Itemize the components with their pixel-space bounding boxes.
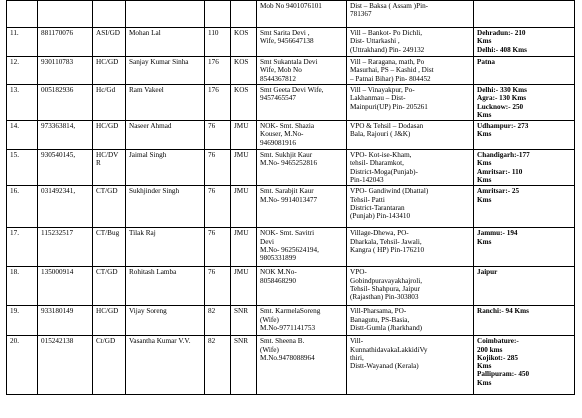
table-row bbox=[7, 28, 575, 57]
address-line: Kangra ( HP) Pin-176210 bbox=[350, 245, 425, 254]
table-row bbox=[7, 306, 575, 336]
address-line: Vill – Vinayakpur, Po- bbox=[350, 86, 415, 94]
address-line: Tehsil- Patti bbox=[350, 195, 385, 204]
distance-line: Agra:- 130 Kms bbox=[477, 94, 527, 103]
nok-contact-line: M.No-9771141753 bbox=[260, 323, 316, 332]
address-line: tehsil- Dharamkot, bbox=[350, 159, 404, 168]
address-cell bbox=[347, 57, 474, 85]
address-line: Vill- bbox=[350, 337, 364, 346]
nok-contact-line: Mob No 9401076101 bbox=[260, 2, 322, 10]
distance-line: Kms bbox=[477, 237, 492, 246]
address-line: VPO- Kot-ise-Kham, bbox=[350, 151, 412, 160]
distance-line: Amritsar:- 25 bbox=[477, 187, 520, 196]
rank-cell: CT/GD bbox=[93, 186, 126, 228]
address-line: (Uttrakhand) Pin- 249132 bbox=[350, 45, 425, 54]
distance-line: Dehradun:- 210 bbox=[477, 29, 526, 37]
distance-line: Jammu:- 194 bbox=[477, 229, 518, 238]
unit-cell: 76 bbox=[205, 267, 231, 306]
distance-line: Kms bbox=[477, 130, 492, 139]
table-row bbox=[7, 267, 575, 306]
mobile-number-cell: 015242138 bbox=[38, 336, 93, 395]
nok-contact-cell bbox=[257, 1, 347, 28]
nok-contact-cell bbox=[257, 186, 347, 228]
unit-cell: 76 bbox=[205, 150, 231, 186]
station-cell: JMU bbox=[231, 121, 257, 150]
rank-cell: CT/Bug bbox=[93, 228, 126, 267]
distance-line: Kms bbox=[477, 159, 492, 168]
nok-contact-line: Smt. Sarabjit Kaur bbox=[260, 187, 314, 196]
nok-contact-line: Wife, 9456647138 bbox=[260, 37, 314, 46]
serial-number-cell: 16. bbox=[7, 186, 38, 228]
nok-contact-line: Smt Sarita Devi , bbox=[260, 29, 310, 37]
nok-contact-line: Smt. Sukhjit Kaur bbox=[260, 151, 313, 160]
nok-contact-cell bbox=[257, 121, 347, 150]
distance-line: Patna bbox=[477, 58, 495, 66]
nok-contact-line: Wife, Mob No bbox=[260, 66, 302, 75]
nok-contact-line: Smt Geeta Devi Wife, bbox=[260, 86, 324, 94]
mobile-number-cell: 135000914 bbox=[38, 267, 93, 306]
name-cell: Sukhjinder Singh bbox=[126, 186, 205, 228]
address-line: Vill – Raragana, math, Po bbox=[350, 58, 425, 66]
address-line: Bala, Rajouri ( J&K) bbox=[350, 130, 411, 139]
nok-contact-line: (Wife) bbox=[260, 345, 279, 354]
name-cell: Tilak Raj bbox=[126, 228, 205, 267]
distance-cell bbox=[474, 57, 575, 85]
name-cell: Naseer Ahmad bbox=[126, 121, 205, 150]
distance-cell bbox=[474, 28, 575, 57]
name-cell: Vijay Soreng bbox=[126, 306, 205, 336]
nok-contact-line: NOK- Smt. Shazia bbox=[260, 122, 315, 131]
serial-number-cell: 11. bbox=[7, 28, 38, 57]
distance-line: Chandigarh:-177 bbox=[477, 151, 530, 160]
table-row bbox=[7, 57, 575, 85]
mobile-number-cell: 973363814, bbox=[38, 121, 93, 150]
distance-line: Kojikot:- 285 bbox=[477, 353, 518, 362]
unit-cell: 176 bbox=[205, 57, 231, 85]
address-cell bbox=[347, 267, 474, 306]
distance-line: Kms bbox=[477, 195, 492, 204]
nok-contact-line: 9457465547 bbox=[260, 94, 296, 103]
station-cell: SNR bbox=[231, 306, 257, 336]
table-row bbox=[7, 121, 575, 150]
station-cell: JMU bbox=[231, 186, 257, 228]
serial-number-cell: 19. bbox=[7, 306, 38, 336]
address-cell bbox=[347, 121, 474, 150]
serial-number-cell: 13. bbox=[7, 85, 38, 121]
mobile-number-cell: 930110783 bbox=[38, 57, 93, 85]
distance-cell bbox=[474, 121, 575, 150]
address-line: (Punjab) Pin-143410 bbox=[350, 212, 411, 221]
rank-cell: Hc/Gd bbox=[93, 85, 126, 121]
distance-line: Coimbature:- bbox=[477, 337, 519, 346]
mobile-number-cell: 930540145, bbox=[38, 150, 93, 186]
unit-cell: 176 bbox=[205, 85, 231, 121]
table-row bbox=[7, 336, 575, 395]
rank-cell bbox=[93, 1, 126, 28]
nok-contact-line: M.No- 9465252816 bbox=[260, 159, 318, 168]
name-cell: Vasantha Kumar V.V. bbox=[126, 336, 205, 395]
address-cell bbox=[347, 306, 474, 336]
address-line: Dharkala, Tehsil- Jawali, bbox=[350, 237, 422, 246]
distance-line: Kms bbox=[477, 37, 492, 46]
distance-cell bbox=[474, 1, 575, 28]
name-cell: Ram Vakeel bbox=[126, 85, 205, 121]
address-cell bbox=[347, 28, 474, 57]
serial-number-cell bbox=[7, 1, 38, 28]
distance-line: Ranchi:- 94 Kms bbox=[477, 307, 529, 316]
nok-contact-line: M.No- 9625624194, bbox=[260, 245, 319, 254]
station-cell: KOS bbox=[231, 57, 257, 85]
unit-cell: 110 bbox=[205, 28, 231, 57]
distance-line: Jaipur bbox=[477, 268, 498, 277]
nok-contact-line: 9805331899 bbox=[260, 254, 296, 263]
nok-contact-line: M.No- 9914013477 bbox=[260, 195, 318, 204]
station-cell: JMU bbox=[231, 228, 257, 267]
unit-cell: 76 bbox=[205, 228, 231, 267]
address-cell bbox=[347, 150, 474, 186]
station-cell: KOS bbox=[231, 28, 257, 57]
rank-cell: HC/GD bbox=[93, 57, 126, 85]
address-line: Vill-Pharsama, PO- bbox=[350, 307, 407, 316]
table-row bbox=[7, 150, 575, 186]
unit-cell: 76 bbox=[205, 121, 231, 150]
name-cell bbox=[126, 1, 205, 28]
address-cell bbox=[347, 336, 474, 395]
address-line: Dist- Uttarkashi , bbox=[350, 37, 400, 46]
station-cell: JMU bbox=[231, 150, 257, 186]
nok-contact-cell bbox=[257, 228, 347, 267]
distance-line: Udhampur:- 273 bbox=[477, 122, 529, 131]
address-cell bbox=[347, 228, 474, 267]
unit-cell bbox=[205, 1, 231, 28]
address-line: Gobindpuravayakhajroli, bbox=[350, 276, 423, 285]
distance-line: Pallipuram:- 450 bbox=[477, 370, 530, 379]
distance-line: 200 kms bbox=[477, 345, 503, 354]
mobile-number-cell bbox=[38, 1, 93, 28]
mobile-number-cell: 933180149 bbox=[38, 306, 93, 336]
distance-line: Delhi:- 408 Kms bbox=[477, 45, 527, 54]
address-line: Dist – Baksa ( Assam )Pin- bbox=[350, 2, 429, 10]
address-line: thiri, bbox=[350, 353, 364, 362]
address-line: Vill – Bankot- Po Dichli, bbox=[350, 29, 423, 37]
station-cell bbox=[231, 1, 257, 28]
address-line: Distt-Gumla (Jharkhand) bbox=[350, 323, 423, 332]
station-cell: KOS bbox=[231, 85, 257, 121]
table-row bbox=[7, 1, 575, 28]
personnel-table bbox=[6, 0, 575, 395]
station-cell: JMU bbox=[231, 267, 257, 306]
station-cell: SNR bbox=[231, 336, 257, 395]
distance-line: Delhi:- 330 Kms bbox=[477, 86, 527, 94]
unit-cell: 82 bbox=[205, 306, 231, 336]
mobile-number-cell: 115232517 bbox=[38, 228, 93, 267]
address-line: 781367 bbox=[350, 10, 372, 19]
address-cell bbox=[347, 186, 474, 228]
distance-cell bbox=[474, 85, 575, 121]
nok-contact-line: NOK M.No- bbox=[260, 268, 297, 277]
serial-number-cell: 18. bbox=[7, 267, 38, 306]
address-cell bbox=[347, 85, 474, 121]
table-body bbox=[7, 1, 575, 395]
serial-number-cell: 14. bbox=[7, 121, 38, 150]
mobile-number-cell: 881170076 bbox=[38, 28, 93, 57]
address-line: District-Moga(Punjab)- bbox=[350, 167, 418, 176]
rank-cell: HC/GD bbox=[93, 121, 126, 150]
mobile-number-cell: 005182936 bbox=[38, 85, 93, 121]
mobile-number-cell: 031492341, bbox=[38, 186, 93, 228]
address-line: Lakhanmau – Dist- bbox=[350, 94, 406, 103]
nok-contact-line: Smt. Sheena B. bbox=[260, 337, 305, 346]
distance-cell bbox=[474, 228, 575, 267]
nok-contact-line: NOK- Smt. Savitri bbox=[260, 229, 315, 238]
rank-cell: ASI/GD bbox=[93, 28, 126, 57]
nok-contact-line: (Wife) bbox=[260, 315, 279, 324]
distance-cell bbox=[474, 336, 575, 395]
distance-line: Kms bbox=[477, 378, 492, 387]
nok-contact-line: Kouser, M.No- bbox=[260, 130, 304, 139]
distance-line: Kms bbox=[477, 362, 492, 371]
nok-contact-cell bbox=[257, 150, 347, 186]
serial-number-cell: 15. bbox=[7, 150, 38, 186]
nok-contact-line: 9469081916 bbox=[260, 138, 296, 147]
nok-contact-line: 8544367812 bbox=[260, 74, 296, 83]
name-cell: Mohan Lal bbox=[126, 28, 205, 57]
nok-contact-line: Smt. KarmelaSoreng bbox=[260, 307, 321, 316]
distance-cell bbox=[474, 267, 575, 306]
nok-contact-line: 8058468290 bbox=[260, 276, 296, 285]
address-line: VPO- bbox=[350, 268, 367, 277]
name-cell: Jaimal Singh bbox=[126, 150, 205, 186]
table-row bbox=[7, 186, 575, 228]
nok-contact-cell bbox=[257, 57, 347, 85]
name-cell: Sanjay Kumar Sinha bbox=[126, 57, 205, 85]
nok-contact-line: Smt Sukantala Devi bbox=[260, 58, 318, 66]
nok-contact-cell bbox=[257, 28, 347, 57]
address-line: VPO- Gandiwind (Dhattal) bbox=[350, 187, 429, 196]
rank-cell: Ct/GD bbox=[93, 336, 126, 395]
address-line: District-Tarantaran bbox=[350, 203, 405, 212]
serial-number-cell: 12. bbox=[7, 57, 38, 85]
unit-cell: 82 bbox=[205, 336, 231, 395]
address-line: Banagutu, PS-Basia, bbox=[350, 315, 410, 324]
address-line: Pin-142043 bbox=[350, 175, 384, 184]
nok-contact-cell bbox=[257, 306, 347, 336]
address-line: Distt-Wayanad (Kerala) bbox=[350, 362, 419, 371]
nok-contact-cell bbox=[257, 85, 347, 121]
rank-cell: HC/GD bbox=[93, 306, 126, 336]
nok-contact-line: M.No.9478088964 bbox=[260, 353, 315, 362]
rank-cell: CT/GD bbox=[93, 267, 126, 306]
address-line: Masurhai, PS – Kashid , Dist bbox=[350, 66, 434, 75]
address-line: Mainpuri(UP) Pin- 205261 bbox=[350, 102, 428, 111]
distance-cell bbox=[474, 150, 575, 186]
address-line: Village-Dhewa, PO- bbox=[350, 229, 409, 238]
serial-number-cell: 17. bbox=[7, 228, 38, 267]
address-line: (Rajasthan) Pin-303803 bbox=[350, 293, 419, 302]
address-line: – Patnai Bihar) Pin- 804452 bbox=[350, 74, 431, 83]
distance-cell bbox=[474, 186, 575, 228]
nok-contact-cell bbox=[257, 267, 347, 306]
serial-number-cell: 20. bbox=[7, 336, 38, 395]
table-row bbox=[7, 85, 575, 121]
nok-contact-line: Devi bbox=[260, 237, 274, 246]
distance-line: Kms bbox=[477, 175, 492, 184]
unit-cell: 76 bbox=[205, 186, 231, 228]
nok-contact-cell bbox=[257, 336, 347, 395]
distance-line: Kms bbox=[477, 110, 492, 119]
address-line: Tehsil- Shahpura, Jaipur bbox=[350, 284, 420, 293]
distance-cell bbox=[474, 306, 575, 336]
address-line: KunnathidavakaLakkidiVy bbox=[350, 345, 428, 354]
rank-cell: HC/DVR bbox=[93, 150, 126, 186]
address-line: VPO & Tehsil – Dodasan bbox=[350, 122, 424, 131]
table-row bbox=[7, 228, 575, 267]
name-cell: Rohitash Lamba bbox=[126, 267, 205, 306]
distance-line: Lucknow:- 250 bbox=[477, 102, 524, 111]
address-cell bbox=[347, 1, 474, 28]
distance-line: Amritsar:- 110 bbox=[477, 167, 523, 176]
